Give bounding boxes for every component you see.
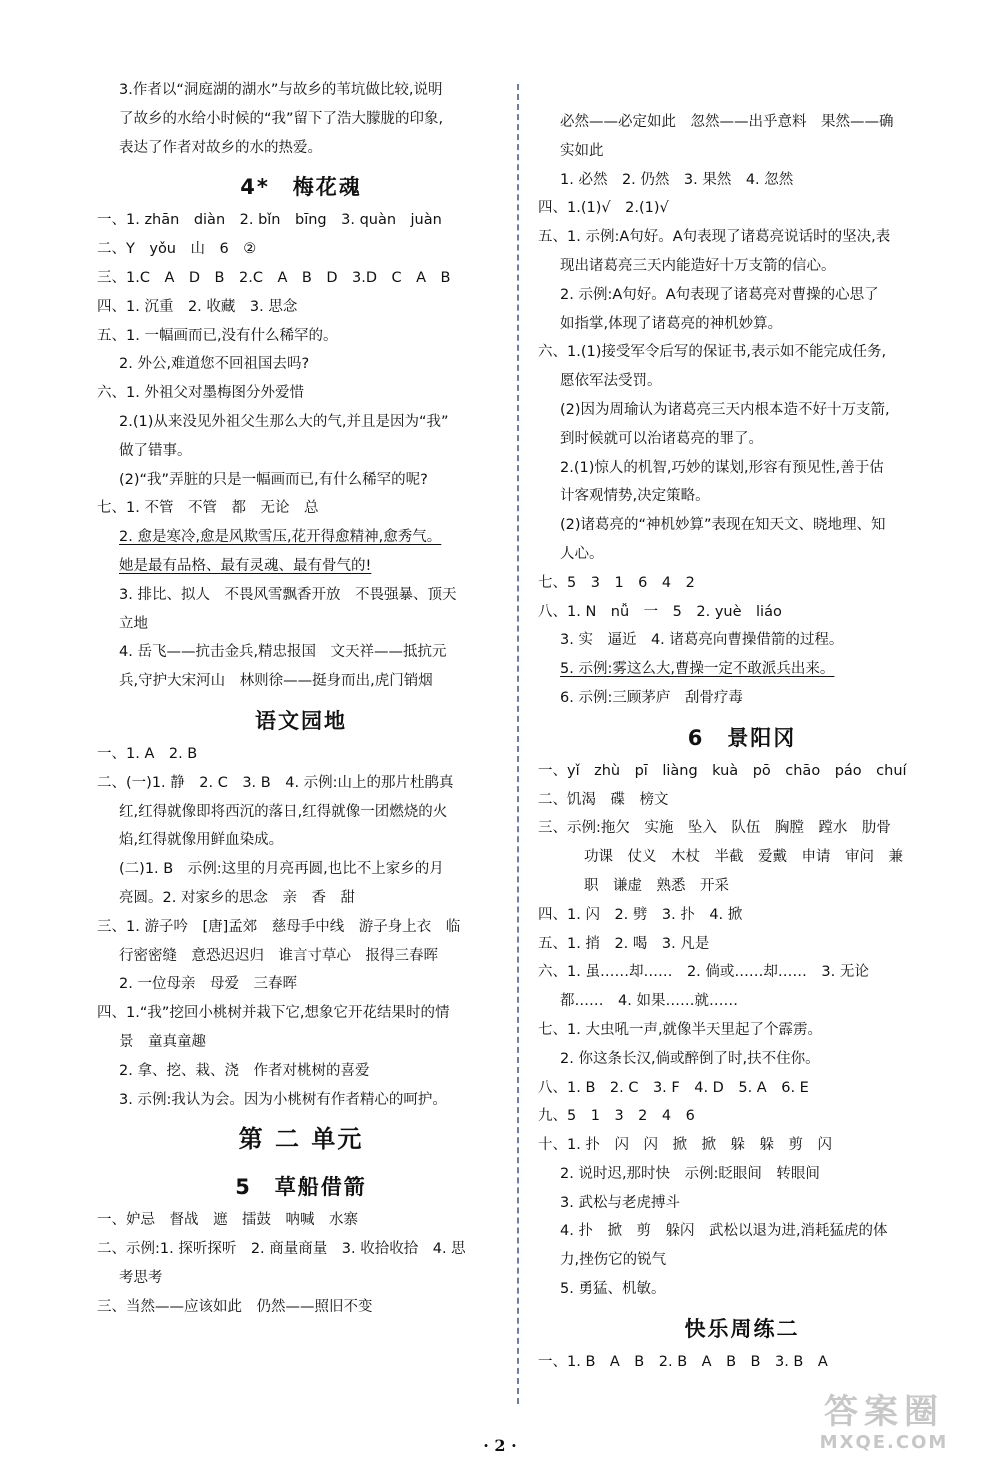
answer-text: 了故乡的水给小时候的“我”留下了浩大朦胧的印象,: [119, 110, 444, 127]
section-heading: [538, 715, 946, 759]
section-heading: [538, 1306, 946, 1350]
answer-line: [538, 139, 946, 164]
answer-line: [97, 496, 505, 521]
answer-text: 4. 岳飞——抗击金兵,精忠报国 文天祥——抵抗元: [119, 644, 447, 661]
answer-line: [97, 640, 505, 665]
answer-text: 2. 说时迟,那时快 示例:眨眼间 转眼间: [560, 1165, 820, 1182]
answer-text: 4. 扑 掀 剪 躲闪 武松以退为进,消耗猛虎的体: [560, 1223, 888, 1240]
answer-line: [97, 742, 505, 767]
left-column: [97, 78, 505, 1323]
answer-text: 一、1. A 2. B: [97, 745, 198, 762]
answer-text: 第 二 单元: [238, 1125, 364, 1154]
answer-line: [538, 816, 946, 841]
answer-line: [538, 283, 946, 308]
answer-line: [538, 484, 946, 509]
column-divider: [517, 84, 519, 1404]
answer-line: [538, 960, 946, 985]
answer-text: 功课 仗义 木杖 半截 爱戴 申请 审问 兼: [584, 849, 903, 866]
answer-line: [97, 381, 505, 406]
answer-line: [97, 554, 505, 579]
answer-text: 立地: [119, 615, 148, 632]
answer-line: [538, 456, 946, 481]
answer-line: [538, 845, 946, 870]
answer-text: 三、1. 游子吟 [唐]孟郊 慈母手中线 游子身上衣 临: [97, 918, 461, 935]
answer-text: (2)因为周瑜认为诸葛亮三天内根本造不好十万支箭,: [560, 401, 890, 418]
answer-text: (二)1. B 示例:这里的月亮再圆,也比不上家乡的月: [119, 861, 444, 878]
answer-line: [538, 1277, 946, 1302]
answer-text: 表达了作者对故乡的水的热爱。: [119, 139, 322, 156]
answer-line: [538, 932, 946, 957]
answer-line: [97, 525, 505, 550]
answer-text: 到时候就可以治诸葛亮的罪了。: [560, 430, 763, 447]
answer-line: [97, 237, 505, 262]
answer-line: [538, 600, 946, 625]
answer-line: [97, 78, 505, 103]
answer-line: [97, 886, 505, 911]
answer-line: [538, 225, 946, 250]
answer-line: [538, 168, 946, 193]
answer-line: [538, 542, 946, 567]
answer-line: [97, 439, 505, 464]
answer-line: [97, 352, 505, 377]
answer-text: 现出诸葛亮三天内能造好十万支箭的信心。: [560, 257, 836, 274]
section-heading: [97, 698, 505, 742]
answer-text: 4* 梅花魂: [240, 175, 362, 200]
answer-line: [97, 771, 505, 796]
answer-line: [538, 788, 946, 813]
answer-line: [97, 324, 505, 349]
answer-text: 3.作者以“洞庭湖的湖水”与故乡的苇坑做比较,说明: [119, 82, 443, 98]
answer-text: 六、1. 外祖父对墨梅图分外爱惜: [97, 385, 304, 402]
answer-text: 快乐周练二: [684, 1316, 800, 1341]
answer-text: 5. 示例:雾这么大,曹操一定不敢派兵出来。: [560, 661, 835, 678]
answer-text: 3. 实 逼近 4. 诸葛亮向曹操借箭的过程。: [560, 632, 844, 649]
answer-text: 一、妒忌 督战 遮 擂鼓 呐喊 水寨: [97, 1212, 358, 1229]
answer-text: 计客观情势,决定策略。: [560, 488, 710, 505]
watermark-logo: [784, 1392, 984, 1464]
answer-line: [97, 136, 505, 161]
answer-line: [538, 1076, 946, 1101]
answer-line: [538, 686, 946, 711]
answer-text: 1. 必然 2. 仍然 3. 果然 4. 忽然: [560, 171, 794, 188]
answer-text: 三、1.C A D B 2.C A B D 3.D C A B: [97, 269, 451, 286]
answer-text: 3. 排比、拟人 不畏风雪飘香开放 不畏强暴、顶天: [119, 586, 457, 603]
answer-line: [538, 657, 946, 682]
answer-text: 七、1. 不管 不管 都 无论 总: [97, 500, 319, 517]
answer-text: 十、1. 扑 闪 闪 掀 掀 躲 躲 剪 闪: [538, 1137, 832, 1154]
answer-text: 一、1. B A B 2. B A B B 3. B A: [538, 1353, 828, 1370]
answer-line: [538, 110, 946, 135]
answer-text: 考思考: [119, 1269, 163, 1286]
answer-line: [538, 1047, 946, 1072]
answer-line: [97, 1208, 505, 1233]
answer-text: 六、1. 虽……却…… 2. 倘或……却…… 3. 无论: [538, 964, 869, 981]
answer-text: 人心。: [560, 545, 604, 562]
answer-text: 行密密缝 意恐迟迟归 谁言寸草心 报得三春晖: [119, 947, 438, 964]
answer-line: [97, 295, 505, 320]
answer-line: [97, 1266, 505, 1291]
answer-text: (2)诸葛亮的“神机妙算”表现在知天文、晓地理、知: [560, 517, 886, 534]
answer-text: 2. 拿、挖、栽、浇 作者对桃树的喜爱: [119, 1062, 370, 1079]
answer-text: 三、当然——应该如此 仍然——照旧不变: [97, 1298, 373, 1315]
section-heading: [97, 1164, 505, 1208]
answer-line: [538, 989, 946, 1014]
answer-text: (2)“我”弄脏的只是一幅画而已,有什么稀罕的呢?: [119, 471, 428, 488]
answer-text: 3. 武松与老虎搏斗: [560, 1194, 680, 1211]
answer-text: 二、饥渴 碟 榜文: [538, 791, 669, 808]
answer-text: 八、1. B 2. C 3. F 4. D 5. A 6. E: [538, 1079, 809, 1096]
answer-line: [97, 972, 505, 997]
answer-line: [538, 369, 946, 394]
answer-line: [538, 1104, 946, 1129]
answer-line: [97, 915, 505, 940]
answer-line: [538, 1248, 946, 1273]
watermark-url: MXQE.COM: [819, 1432, 949, 1453]
answer-line: [538, 196, 946, 221]
answer-line: [97, 944, 505, 969]
answer-text: 5. 勇猛、机敏。: [560, 1281, 666, 1298]
answer-line: [97, 1001, 505, 1026]
answer-text: 如指掌,体现了诸葛亮的神机妙算。: [560, 315, 783, 332]
answer-text: 二、Y yǒu 山 6 ②: [97, 241, 257, 258]
answer-text: 亮圆。2. 对家乡的思念 亲 香 甜: [119, 889, 355, 906]
answer-text: 红,红得就像即将西沉的落日,红得就像一团燃烧的火: [119, 803, 448, 820]
answer-text: 五、1. 捎 2. 喝 3. 凡是: [538, 935, 710, 952]
answer-text: 景 童真童趣: [119, 1033, 206, 1050]
answer-line: [97, 583, 505, 608]
answer-text: 6. 示例:三顾茅庐 刮骨疗毒: [560, 689, 743, 706]
answer-line: [538, 340, 946, 365]
answer-text: 八、1. N nǚ 一 5 2. yuè liáo: [538, 603, 782, 620]
answer-line: [97, 669, 505, 694]
section-heading: [97, 164, 505, 208]
answer-line: [538, 1219, 946, 1244]
answer-text: 实如此: [560, 142, 604, 159]
answer-text: 职 谦虚 熟悉 开采: [584, 877, 729, 894]
answer-text: 必然——必定如此 忽然——出乎意料 果然——确: [560, 114, 894, 130]
answer-text: 2.(1)惊人的机智,巧妙的谋划,形容有预见性,善于估: [560, 459, 884, 476]
answer-line: [97, 1059, 505, 1084]
answer-line: [538, 874, 946, 899]
answer-text: 兵,守护大宋河山 林则徐——挺身而出,虎门销烟: [119, 673, 433, 690]
answer-line: [538, 759, 946, 784]
answer-text: 力,挫伤它的锐气: [560, 1252, 667, 1269]
answer-line: [97, 208, 505, 233]
answer-line: [538, 903, 946, 928]
answer-line: [97, 468, 505, 493]
answer-text: 五、1. 一幅画而已,没有什么稀罕的。: [97, 327, 338, 344]
answer-line: [538, 1133, 946, 1158]
right-column: [538, 110, 946, 1379]
answer-text: 九、5 1 3 2 4 6: [538, 1108, 695, 1125]
answer-text: 都…… 4. 如果……就……: [560, 993, 738, 1010]
answer-line: [97, 1030, 505, 1055]
answer-text: 3. 示例:我认为会。因为小桃树有作者精心的呵护。: [119, 1091, 447, 1108]
answer-text: 2. 示例:A句好。A句表现了诸葛亮对曹操的心思了: [560, 286, 879, 303]
answer-text: 她是最有品格、最有灵魂、最有骨气的!: [119, 557, 372, 574]
answer-line: [538, 398, 946, 423]
answer-line: [538, 628, 946, 653]
answer-text: 6 景阳冈: [687, 725, 797, 750]
answer-line: [538, 571, 946, 596]
answer-line: [538, 427, 946, 452]
answer-text: 一、yǐ zhù pī liàng kuà pō chāo páo chuí: [538, 762, 907, 779]
answer-text: 语文园地: [255, 708, 347, 733]
answer-line: [97, 107, 505, 132]
answer-text: 二、示例:1. 探听探听 2. 商量商量 3. 收拾收拾 4. 思: [97, 1241, 466, 1258]
answer-text: 做了错事。: [119, 442, 192, 459]
answer-text: 2. 外公,难道您不回祖国去吗?: [119, 356, 310, 373]
answer-line: [97, 857, 505, 882]
answer-text: 七、5 3 1 6 4 2: [538, 574, 695, 591]
answer-text: 三、示例:拖欠 实施 坠入 队伍 胸膛 蹚水 肋骨: [538, 820, 891, 837]
answer-text: 四、1.(1)√ 2.(1)√: [538, 200, 669, 217]
answer-line: [97, 410, 505, 435]
answer-line: [538, 312, 946, 337]
answer-text: 焰,红得就像用鲜血染成。: [119, 832, 284, 849]
answer-text: 2. 一位母亲 母爱 三春晖: [119, 976, 297, 993]
answer-line: [97, 1295, 505, 1320]
watermark-title: 答案圈: [824, 1392, 944, 1432]
answer-text: 愿依军法受罚。: [560, 373, 662, 390]
answer-text: 六、1.(1)接受军令后写的保证书,表示如不能完成任务,: [538, 344, 887, 361]
answer-line: [538, 1350, 946, 1375]
answer-line: [538, 1162, 946, 1187]
answer-line: [97, 612, 505, 637]
answer-line: [538, 1018, 946, 1043]
answer-line: [538, 254, 946, 279]
answer-text: 一、1. zhān diàn 2. bǐn bīng 3. quàn juàn: [97, 212, 442, 229]
answer-text: 七、1. 大虫吼一声,就像半天里起了个霹雳。: [538, 1021, 823, 1038]
answer-line: [97, 828, 505, 853]
answer-text: 5 草船借箭: [235, 1175, 367, 1200]
answer-text: 2. 愈是寒冷,愈是风欺雪压,花开得愈精神,愈秀气。: [119, 529, 442, 546]
answer-text: 2.(1)从来没见外祖父生那么大的气,并且是因为“我”: [119, 413, 449, 430]
answer-text: 二、(一)1. 静 2. C 3. B 4. 示例:山上的那片杜鹃真: [97, 774, 454, 791]
answer-text: 四、1. 闪 2. 劈 3. 扑 4. 掀: [538, 906, 743, 923]
answer-text: 四、1. 沉重 2. 收藏 3. 思念: [97, 298, 298, 315]
answer-text: 五、1. 示例:A句好。A句表现了诸葛亮说话时的坚决,表: [538, 229, 891, 246]
answer-text: 2. 你这条长汉,倘或醉倒了时,扶不住你。: [560, 1050, 820, 1067]
answer-line: [97, 266, 505, 291]
answer-line: [97, 800, 505, 825]
section-heading: [97, 1116, 505, 1164]
page-number: · 2 ·: [483, 1436, 517, 1455]
answer-text: 四、1.“我”挖回小桃树并栽下它,想象它开花结果时的情: [97, 1005, 450, 1022]
answer-line: [538, 513, 946, 538]
answer-line: [538, 1191, 946, 1216]
answer-line: [97, 1237, 505, 1262]
answer-line: [97, 1088, 505, 1113]
